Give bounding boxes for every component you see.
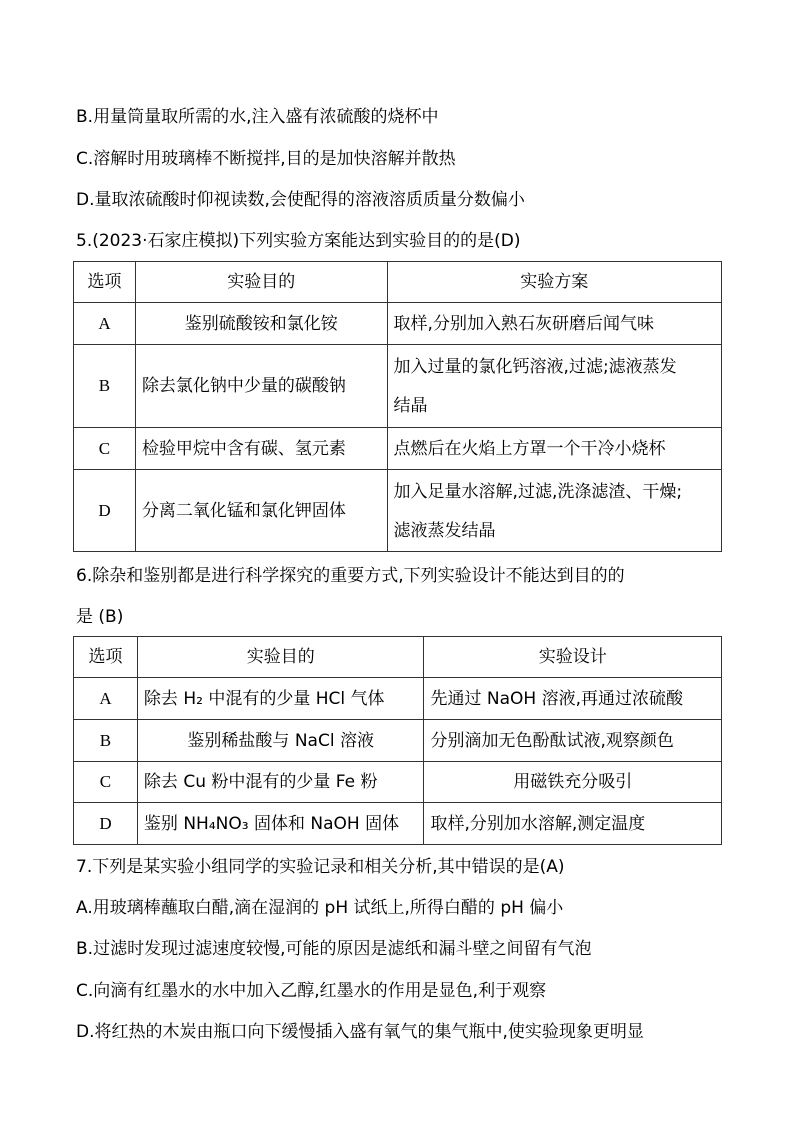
table-row — [74, 303, 722, 345]
q5-header-row — [74, 262, 722, 303]
q6-stem-line1: 6.除杂和鉴别都是进行科学探究的重要方式,下列实验设计不能达到目的的 — [76, 566, 625, 586]
q6-row-option: A — [74, 678, 138, 720]
q5-row-option: C — [74, 428, 136, 470]
table-row — [74, 345, 722, 428]
q7-option-b: B.过滤时发现过滤速度较慢,可能的原因是滤纸和漏斗壁之间留有气泡 — [76, 939, 592, 959]
q5-row-method: 加入足量水溶解,过滤,洗涤滤渣、干燥; 滤液蒸发结晶 — [387, 470, 721, 552]
q5-row-method: 加入过量的氯化钙溶液,过滤;滤液蒸发 结晶 — [387, 345, 721, 428]
q6-row-option: C — [74, 762, 138, 803]
q5-header-goal: 实验目的 — [135, 262, 387, 303]
q6-row-option: D — [74, 803, 138, 845]
table-row — [74, 470, 722, 552]
table-row — [74, 762, 722, 803]
q6-table — [73, 636, 722, 845]
table-row — [74, 803, 722, 845]
q5-header-method: 实验方案 — [387, 262, 721, 303]
q5-row-goal: 检验甲烷中含有碳、氢元素 — [135, 428, 387, 470]
q7-option-c: C.向滴有红墨水的水中加入乙醇,红墨水的作用是显色,利于观察 — [76, 981, 547, 1001]
q5-row-option: B — [74, 345, 136, 428]
option-b-line: B.用量筒量取所需的水,注入盛有浓硫酸的烧杯中 — [76, 107, 439, 127]
table-row — [74, 678, 722, 720]
q5-row-method: 取样,分别加入熟石灰研磨后闻气味 — [387, 303, 721, 345]
q6-row-goal: 除去 H₂ 中混有的少量 HCl 气体 — [137, 678, 424, 720]
table-row — [74, 428, 722, 470]
q6-header-option: 选项 — [74, 637, 138, 678]
q6-row-design: 取样,分别加水溶解,测定温度 — [424, 803, 722, 845]
q5-row-method: 点燃后在火焰上方罩一个干冷小烧杯 — [387, 428, 721, 470]
option-c-line: C.溶解时用玻璃棒不断搅拌,目的是加快溶解并散热 — [76, 149, 456, 169]
q6-row-goal: 鉴别 NH₄NO₃ 固体和 NaOH 固体 — [137, 803, 424, 845]
q6-row-design: 先通过 NaOH 溶液,再通过浓硫酸 — [424, 678, 722, 720]
q5-row-goal: 分离二氧化锰和氯化钾固体 — [135, 470, 387, 552]
q5-header-option: 选项 — [74, 262, 136, 303]
q6-row-design: 用磁铁充分吸引 — [424, 762, 722, 803]
q7-option-d: D.将红热的木炭由瓶口向下缓慢插入盛有氧气的集气瓶中,使实验现象更明显 — [76, 1022, 644, 1042]
table-row — [74, 720, 722, 762]
option-d-line: D.量取浓硫酸时仰视读数,会使配得的溶液溶质质量分数偏小 — [76, 190, 525, 210]
q7-option-a: A.用玻璃棒蘸取白醋,滴在湿润的 pH 试纸上,所得白醋的 pH 偏小 — [76, 898, 564, 918]
q6-row-design: 分别滴加无色酚酞试液,观察颜色 — [424, 720, 722, 762]
q6-row-goal: 鉴别稀盐酸与 NaCl 溶液 — [137, 720, 424, 762]
q5-table — [73, 261, 722, 552]
q5-stem: 5.(2023·石家庄模拟)下列实验方案能达到实验目的的是(D) — [76, 231, 521, 251]
q5-row-option: D — [74, 470, 136, 552]
q6-header-goal: 实验目的 — [137, 637, 424, 678]
q5-row-goal: 鉴别硫酸铵和氯化铵 — [135, 303, 387, 345]
q5-row-goal: 除去氯化钠中少量的碳酸钠 — [135, 345, 387, 428]
q6-stem-line2: 是 (B) — [76, 607, 124, 627]
q6-row-goal: 除去 Cu 粉中混有的少量 Fe 粉 — [137, 762, 424, 803]
q7-stem: 7.下列是某实验小组同学的实验记录和相关分析,其中错误的是(A) — [76, 857, 565, 877]
q5-row-option: A — [74, 303, 136, 345]
q6-row-option: B — [74, 720, 138, 762]
q6-header-design: 实验设计 — [424, 637, 722, 678]
q6-header-row — [74, 637, 722, 678]
